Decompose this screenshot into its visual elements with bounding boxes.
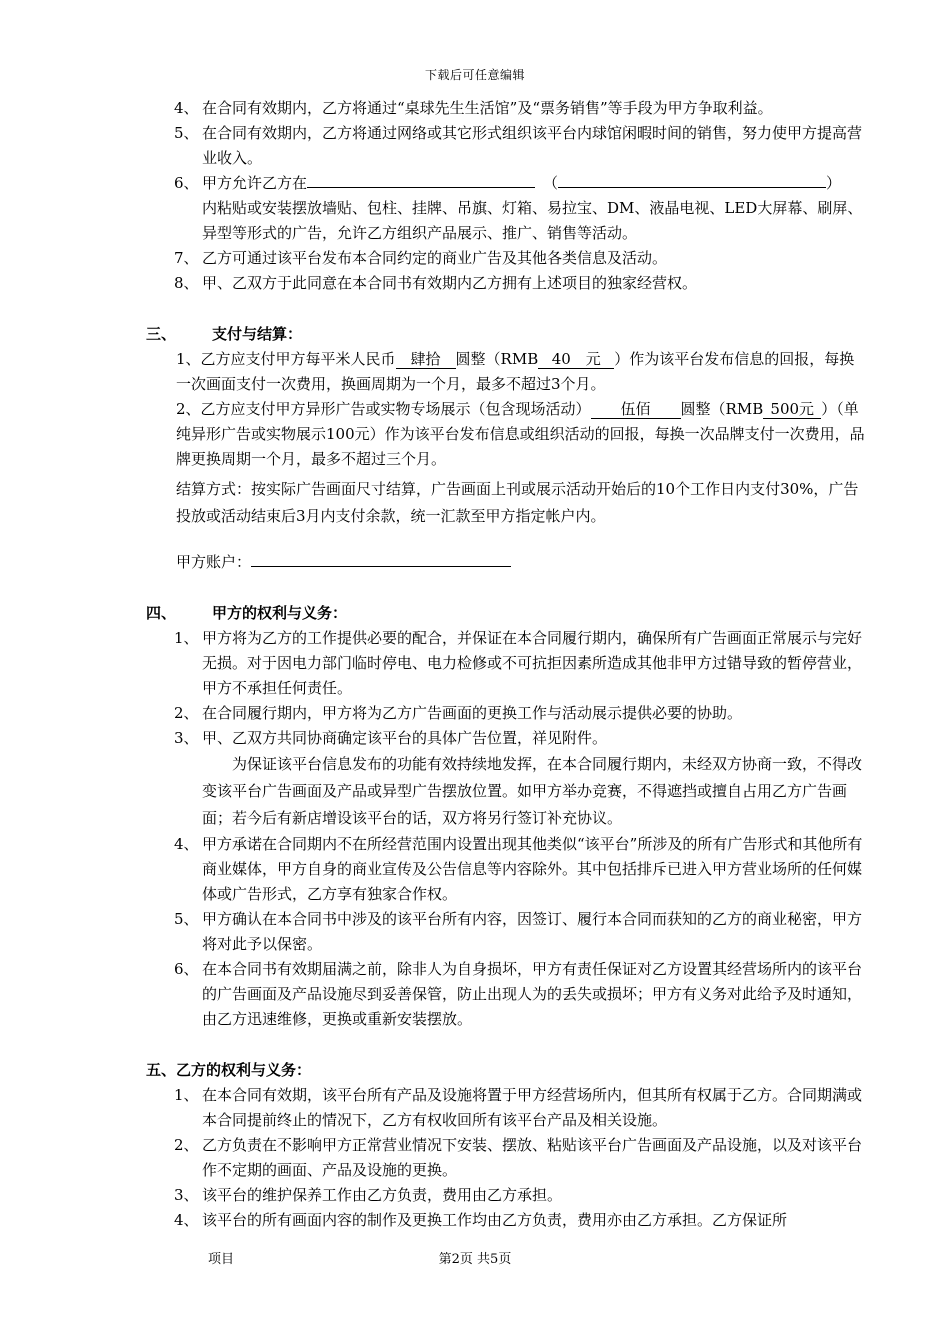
item-number: 6、 [174, 960, 199, 978]
indented-paragraph: 为保证该平台信息发布的功能有效持续地发挥，在本合同履行期内，未经双方协商一致，不得改变该平台广告画面及产品或异型广告摆放位置。如甲方举办竞赛，不得遮挡或擅自占用乙方广告画面；若今后有新店增设该平台的话，双方将另行签订补充协议。 [202, 755, 863, 827]
item-number: 8、 [174, 274, 199, 292]
section-number: 四、 [146, 604, 177, 622]
rmb-field: 40 元 [538, 350, 614, 369]
account-label: 甲方账户： [176, 553, 252, 571]
list-item [146, 1083, 866, 1133]
item-number: 4、 [174, 1211, 199, 1229]
clause-text: 1、乙方应支付甲方每平米人民币 [176, 350, 396, 368]
list-item [146, 726, 866, 751]
footer-project: 项目 [208, 1252, 235, 1267]
list-item [146, 271, 866, 296]
item-number: 5、 [174, 910, 199, 928]
list-item [146, 171, 866, 246]
item-text: 甲、乙双方于此同意在本合同书有效期内乙方拥有上述项目的独家经营权。 [202, 274, 698, 292]
item-text: 该平台的所有画面内容的制作及更换工作均由乙方负责，费用亦由乙方承担。乙方保证所 [202, 1211, 788, 1229]
item-text: 乙方负责在不影响甲方正常营业情况下安装、摆放、粘贴该平台广告画面及产品设施，以及对该平台作不定期的画面、产品及设施的更换。 [202, 1136, 863, 1179]
list-item [146, 957, 866, 1032]
section-heading [146, 322, 866, 347]
item-number: 7、 [174, 249, 199, 267]
section-heading [146, 601, 866, 626]
section-title: 甲方的权利与义务： [212, 604, 348, 622]
item-text: 在合同履行期内，甲方将为乙方广告画面的更换工作与活动展示提供必要的协助。 [202, 704, 743, 722]
account-blank [251, 550, 511, 567]
list-item [146, 832, 866, 907]
account-line [146, 550, 866, 575]
clause-text: ）（单纯异形广告或实物展示100元）作为该平台发布信息或组织活动的回报，每换一次品牌支付一次费用，品牌更换周期一个月，最多不超过三个月。 [176, 400, 865, 468]
list-item [146, 701, 866, 726]
rmb-field: 500元 [763, 400, 821, 419]
payment-clause-1 [146, 347, 866, 397]
item-text: 在合同有效期内，乙方将通过网络或其它形式组织该平台内球馆闲暇时间的销售，努力使甲方提高营业收入。 [202, 124, 863, 167]
item-number: 3、 [174, 729, 199, 747]
item-text: 甲方允许乙方在 [202, 174, 308, 192]
item-text: ） [826, 174, 842, 192]
item-text: 内粘贴或安装摆放墙贴、包柱、挂牌、吊旗、灯箱、易拉宝、DM、液晶电视、LED大屏幕、刷屏、异型等形式的广告，允许乙方组织产品展示、推广、销售等活动。 [202, 199, 863, 242]
clause-text: 圆整（RMB [680, 400, 764, 418]
item-text: 甲、乙双方共同协商确定该平台的具体广告位置，祥见附件。 [202, 729, 608, 747]
item-number: 1、 [174, 629, 199, 647]
clause-text: 2、乙方应支付甲方异形广告或实物专场展示（包含现场活动） [176, 400, 591, 418]
settlement-method: 结算方式：按实际广告画面尺寸结算，广告画面上刊或展示活动开始后的10个工作日内支付30%，广告投放或活动结束后3月内支付余款，统一汇款至甲方指定帐户内。 [176, 480, 859, 525]
item-number: 5、 [174, 124, 199, 142]
blank-line [558, 171, 826, 188]
clause-text: 圆整（RMB [455, 350, 539, 368]
section-title: 支付与结算： [212, 325, 303, 343]
clause-text: ）作为该平台发布信息的回报，每换一次画面支付一次费用，换画周期为一个月，最多不超过3个月。 [176, 350, 855, 393]
item-text: 甲方确认在本合同书中涉及的该平台所有内容，因签订、履行本合同而获知的乙方的商业秘密，甲方将对此予以保密。 [202, 910, 863, 953]
list-item [146, 1183, 866, 1208]
item-text: （ [543, 174, 559, 192]
blank-line [307, 171, 535, 188]
item-text: 乙方可通过该平台发布本合同约定的商业广告及其他各类信息及活动。 [202, 249, 668, 267]
item-number: 3、 [174, 1186, 199, 1204]
page-number: 第2页 共5页 [438, 1252, 512, 1267]
section-number: 三、 [146, 325, 177, 343]
item-number: 4、 [174, 835, 199, 853]
list-item [146, 96, 866, 121]
list-item [146, 626, 866, 701]
item-text: 该平台的维护保养工作由乙方负责，费用由乙方承担。 [202, 1186, 563, 1204]
list-item [146, 1208, 866, 1233]
item-number: 2、 [174, 704, 199, 722]
item-number: 6、 [174, 174, 199, 192]
item-text: 在本合同有效期，该平台所有产品及设施将置于甲方经营场所内，但其所有权属于乙方。合同期满或本合同提前终止的情况下，乙方有权收回所有该平台产品及相关设施。 [202, 1086, 863, 1129]
item-text: 在本合同书有效期届满之前，除非人为自身损坏，甲方有责任保证对乙方设置其经营场所内的该平台的广告画面及产品设施尽到妥善保管，防止出现人为的丢失或损坏；甲方有义务对此给予及时通知，由乙方迅速维修，更换或重新安装摆放。 [202, 960, 863, 1028]
item-number: 4、 [174, 99, 199, 117]
document-body [146, 96, 866, 1233]
item-number: 1、 [174, 1086, 199, 1104]
item-text: 甲方承诺在合同期内不在所经营范围内设置出现其他类似“该平台”所涉及的所有广告形式和其他所有商业媒体，甲方自身的商业宣传及公告信息等内容除外。其中包括排斥已进入甲方营业场所的任何媒体或广告形式，乙方享有独家合作权。 [202, 835, 863, 903]
item-number: 2、 [174, 1136, 199, 1154]
amount-field: 伍佰 [591, 400, 681, 419]
list-item [146, 121, 866, 171]
payment-clause-2 [146, 397, 866, 472]
list-item [146, 1133, 866, 1183]
list-item [146, 907, 866, 957]
page-header: 下载后可任意编辑 [424, 68, 525, 82]
section-heading [146, 1058, 866, 1083]
amount-field: 肆拾 [396, 350, 456, 369]
section-title: 五、乙方的权利与义务： [146, 1061, 312, 1079]
item-text: 甲方将为乙方的工作提供必要的配合，并保证在本合同履行期内，确保所有广告画面正常展示与完好无损。对于因电力部门临时停电、电力检修或不可抗拒因素所造成其他非甲方过错导致的暂停营业，甲方不承担任何责任。 [202, 629, 863, 697]
list-item [146, 246, 866, 271]
item-text: 在合同有效期内，乙方将通过“桌球先生生活馆”及“票务销售”等手段为甲方争取利益。 [202, 99, 773, 117]
